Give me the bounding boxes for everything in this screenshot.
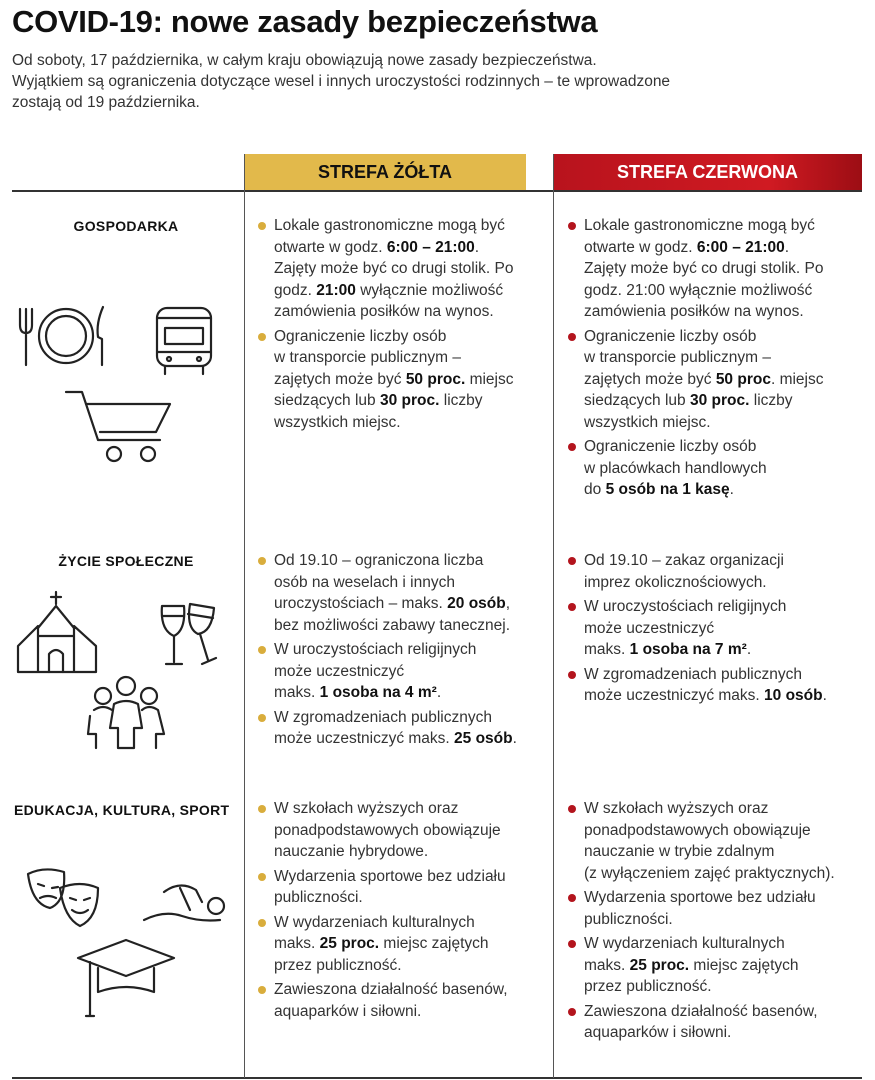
bullet-text-line: W zgromadzeniach publicznych [584,665,802,683]
bullet-text-line: W zgromadzeniach publicznych [274,708,492,726]
bullet-text-line: W uroczystościach religijnych [274,641,477,658]
bullet-text-line: w transporcie publicznym – [274,349,461,366]
bullet-text-line: siedzących lub 30 proc. liczby [274,392,483,409]
bullet-dot-icon [258,873,266,881]
bullet-text-line: w placówkach handlowych [584,459,767,477]
yellow-zone-zycie-list [255,550,545,753]
bullet-dot-icon [258,222,266,230]
bullet-text-line: godz. 21:00 wyłącznie możliwość [274,281,504,299]
bullet-dot-icon [568,940,576,948]
bullet-dot-icon [258,646,266,654]
intro-text [12,50,862,113]
bullet-text-line: ponadpodstawowych obowiązuje [584,821,811,839]
bullet-text-line: publiczności. [274,889,363,906]
plate-cutlery-icon [18,303,108,373]
list-item [565,596,865,661]
bullet-text-line: bez możliwości zabawy tanecznej. [274,616,511,634]
list-item [255,798,545,863]
bullet-dot-icon [568,603,576,611]
bullet-text-line: maks. 1 osoba na 7 m². [584,641,752,658]
bullet-dot-icon [568,1008,576,1016]
section-label-edukacja: EDUKACJA, KULTURA, SPORT [14,802,230,818]
bullet-text-line: Od 19.10 – ograniczona liczba [274,552,484,569]
bullet-text-line: zamówienia posiłków na wynos. [274,303,494,320]
theater-masks-icon [24,866,104,932]
bullet-text-line: może uczestniczyć maks. 25 osób. [274,730,517,747]
red-zone-zycie-list [565,550,865,710]
bullet-text-line: Ograniczenie liczby osób [584,438,757,455]
red-zone-gospodarka-list [565,215,865,504]
bullet-dot-icon [258,557,266,565]
bullet-text-line: może uczestniczyć [274,662,405,680]
page-title: COVID-19: nowe zasady bezpieczeństwa [12,4,598,39]
bullet-text-line: może uczestniczyć [584,619,715,637]
list-item [565,436,865,501]
wine-glasses-icon [156,600,220,672]
bullet-text-line: W szkołach wyższych oraz [584,800,769,817]
bullet-text-line: zajętych może być 50 proc. miejsc [584,370,824,388]
shopping-cart-icon [64,388,174,466]
list-item [565,550,865,593]
list-item [565,664,865,707]
list-item [255,866,545,909]
section-label-gospodarka: GOSPODARKA [73,218,179,234]
bullet-text-line: W wydarzeniach kulturalnych [274,913,475,931]
yellow-zone-gospodarka-list [255,215,545,436]
bullet-dot-icon [568,805,576,813]
list-item [255,912,545,977]
bullet-text-line: w transporcie publicznym – [584,349,771,366]
bullet-dot-icon [258,333,266,341]
list-item [255,326,545,434]
bullet-text-line: otwarte w godz. 6:00 – 21:00. [584,238,790,256]
list-item [255,639,545,704]
yellow-zone-edukacja-list [255,798,545,1025]
bullet-text-line: Lokale gastronomiczne mogą być [584,217,815,234]
list-item [255,215,545,323]
list-item [565,887,865,930]
bullet-text-line: zajętych może być 50 proc. miejsc [274,370,514,388]
list-item [255,550,545,636]
bullet-text-line: otwarte w godz. 6:00 – 21:00. [274,238,480,256]
bullet-text-line: nauczanie hybrydowe. [274,843,429,860]
graduation-cap-icon [76,938,176,1020]
bullet-text-line: Zajęty może być co drugi stolik. Po [274,260,514,277]
bullet-text-line: Zajęty może być co drugi stolik. Po [584,260,824,277]
bullet-text-line: Zawieszona działalność basenów, [274,981,508,998]
bullet-text-line: aquaparków i siłowni. [584,1024,732,1041]
bullet-dot-icon [568,443,576,451]
bullet-text-line: W wydarzeniach kulturalnych [584,935,785,952]
list-item [565,326,865,434]
bullet-text-line: imprez okolicznościowych. [584,573,767,591]
bullet-text-line: przez publiczność. [584,978,712,995]
list-item [565,1001,865,1044]
bullet-text-line: maks. 25 proc. miejsc zajętych [584,956,799,974]
bullet-text-line: aquaparków i siłowni. [274,1002,422,1020]
bullet-text-line: W uroczystościach religijnych [584,598,787,615]
bullet-text-line: może uczestniczyć maks. 10 osób. [584,687,827,704]
bullet-text-line: W szkołach wyższych oraz [274,800,459,817]
bullet-text-line: przez publiczność. [274,956,402,974]
bullet-text-line: Wydarzenia sportowe bez udziału [274,867,506,885]
bullet-dot-icon [568,671,576,679]
bullet-text-line: Ograniczenie liczby osób [274,327,447,345]
bullet-text-line: osób na weselach i innych [274,573,455,591]
bullet-text-line: (z wyłączeniem zajęć praktycznych). [584,864,835,882]
list-item [255,979,545,1022]
header-red-zone: STREFA CZERWONA [553,154,862,190]
bullet-dot-icon [258,805,266,813]
bullet-text-line: Od 19.10 – zakaz organizacji [584,552,784,569]
bullet-dot-icon [258,986,266,994]
bullet-text-line: maks. 25 proc. miejsc zajętych [274,935,489,952]
section-label-zycie-spoleczne: ŻYCIE SPOŁECZNE [58,553,194,569]
intro-line: Wyjątkiem są ograniczenia dotyczące wesel i innych uroczystości rodzinnych – te wprowadzone [12,73,671,90]
bullet-text-line: Zawieszona działalność basenów, [584,1002,818,1020]
intro-line: zostają od 19 października. [12,94,200,111]
column-divider [244,154,245,1078]
list-item [255,707,545,750]
intro-line: Od soboty, 17 października, w całym kraju obowiązują nowe zasady bezpieczeństwa. [12,52,597,69]
bullet-text-line: do 5 osób na 1 kasę. [584,481,734,498]
bullet-text-line: godz. 21:00 wyłącznie możliwość [584,281,813,299]
header-yellow-zone: STREFA ŻÓŁTA [244,154,526,190]
swimmer-icon [140,876,232,924]
bullet-dot-icon [258,714,266,722]
bullet-text-line: zamówienia posiłków na wynos. [584,303,804,320]
bullet-text-line: ponadpodstawowych obowiązuje [274,821,501,839]
church-icon [16,590,100,674]
people-group-icon [86,676,168,750]
table-top-rule [12,190,862,192]
table-bottom-rule [12,1077,862,1079]
bullet-text-line: Lokale gastronomiczne mogą być [274,217,505,234]
bus-icon [153,306,215,378]
bullet-text-line: maks. 1 osoba na 4 m². [274,684,442,701]
bullet-text-line: wszystkich miejsc. [274,413,401,431]
bullet-text-line: siedzących lub 30 proc. liczby [584,392,793,409]
bullet-dot-icon [568,222,576,230]
list-item [565,215,865,323]
bullet-text-line: publiczności. [584,910,673,928]
column-divider [553,154,554,1078]
list-item [565,798,865,884]
bullet-dot-icon [568,557,576,565]
red-zone-edukacja-list [565,798,865,1047]
bullet-text-line: Wydarzenia sportowe bez udziału [584,889,816,906]
bullet-text-line: Ograniczenie liczby osób [584,327,757,345]
bullet-dot-icon [258,919,266,927]
list-item [565,933,865,998]
bullet-dot-icon [568,333,576,341]
bullet-text-line: nauczanie w trybie zdalnym [584,843,775,860]
bullet-dot-icon [568,894,576,902]
bullet-text-line: uroczystościach – maks. 20 osób, [274,595,511,612]
bullet-text-line: wszystkich miejsc. [584,413,711,431]
